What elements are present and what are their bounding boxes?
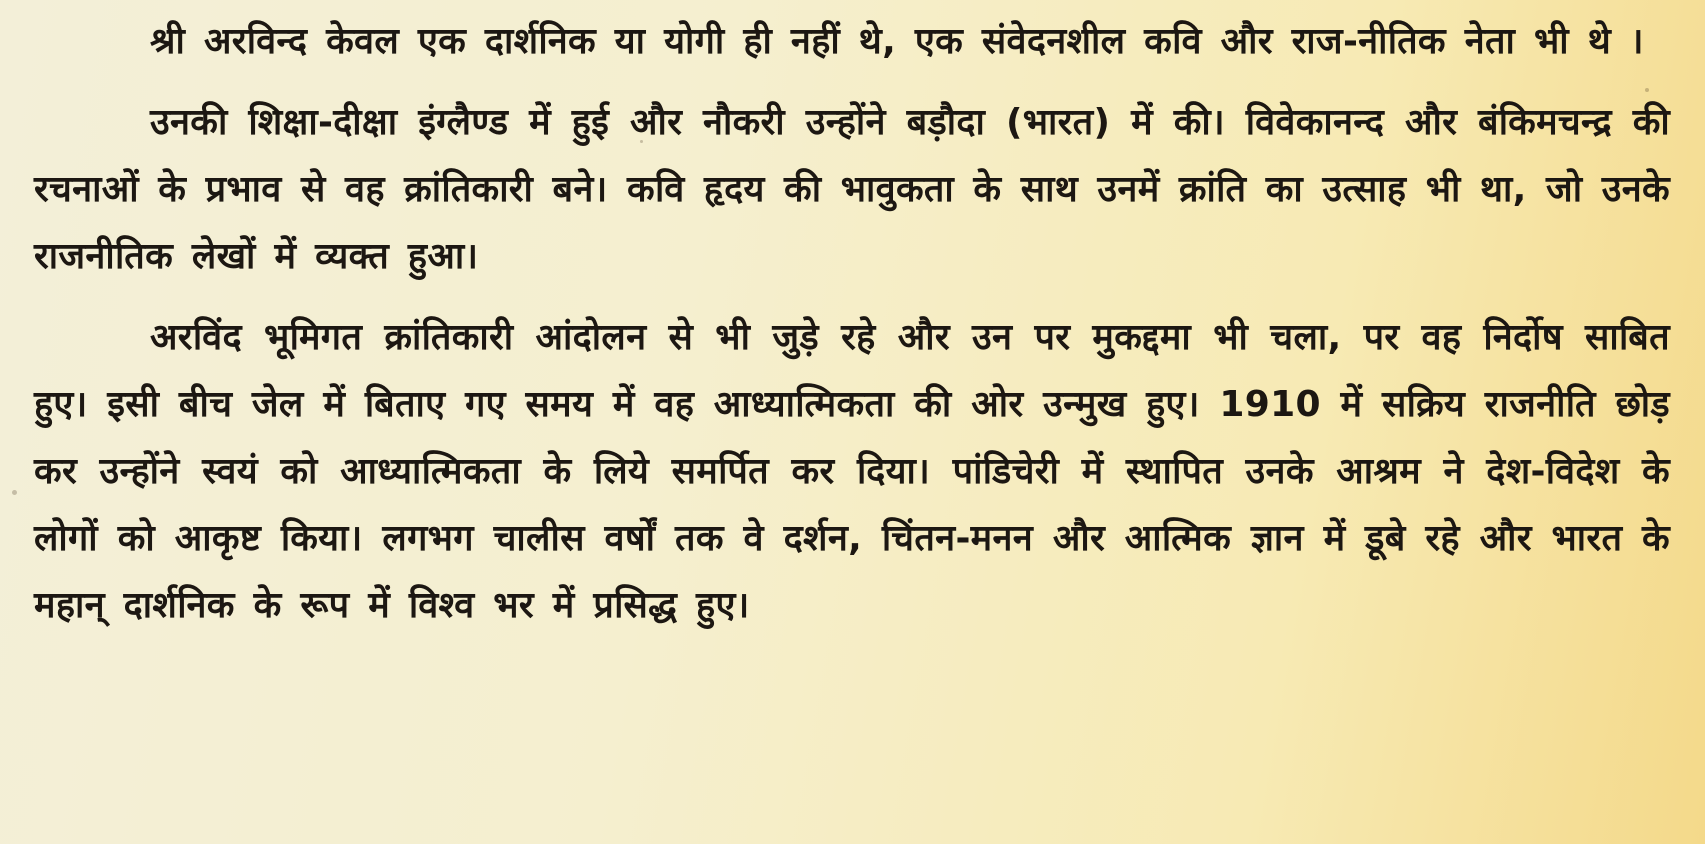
paragraph-intro: श्री अरविन्द केवल एक दार्शनिक या योगी ही नहीं थे, एक संवेदनशील कवि और राज-नीतिक नेता भी थे । <box>150 21 1644 62</box>
paragraph-spirituality: अरविंद भूमिगत क्रांतिकारी आंदोलन से भी जुड़े रहे और उन पर मुकद्दमा भी चला, पर वह निर्दोष साबित हुए। इसी बीच जेल में बिताए गए समय में वह आध्यात्मिकता की ओर उन्मुख हुए। 1910 में सक्रिय राजनीति छोड़ कर उन्होंने स्वयं को आध्यात्मिकता के लिये समर्पित कर दिया। पांडिचेरी में स्थापित उनके आश्रम ने देश-विदेश के लोगों को आकृष्ट किया। लगभग चालीस वर्षों तक वे दर्शन, चिंतन-मनन और आत्मिक ज्ञान में डूबे रहे और भारत के महान् दार्शनिक के रूप में विश्व भर में प्रसिद्ध हुए। <box>34 317 1670 626</box>
document-page <box>34 8 1670 838</box>
paper-speck <box>12 490 17 495</box>
paper-speck <box>1645 88 1649 92</box>
paper-speck <box>640 140 643 143</box>
paragraph-education: उनकी शिक्षा-दीक्षा इंग्लैण्ड में हुई और नौकरी उन्होंने बड़ौदा (भारत) में की। विवेकानन्द और बंकिमचन्द्र की रचनाओं के प्रभाव से वह क्रांतिकारी बने। कवि हृदय की भावुकता के साथ उनमें क्रांति का उत्साह भी था, जो उनके राजनीतिक लेखों में व्यक्त हुआ। <box>34 102 1670 277</box>
